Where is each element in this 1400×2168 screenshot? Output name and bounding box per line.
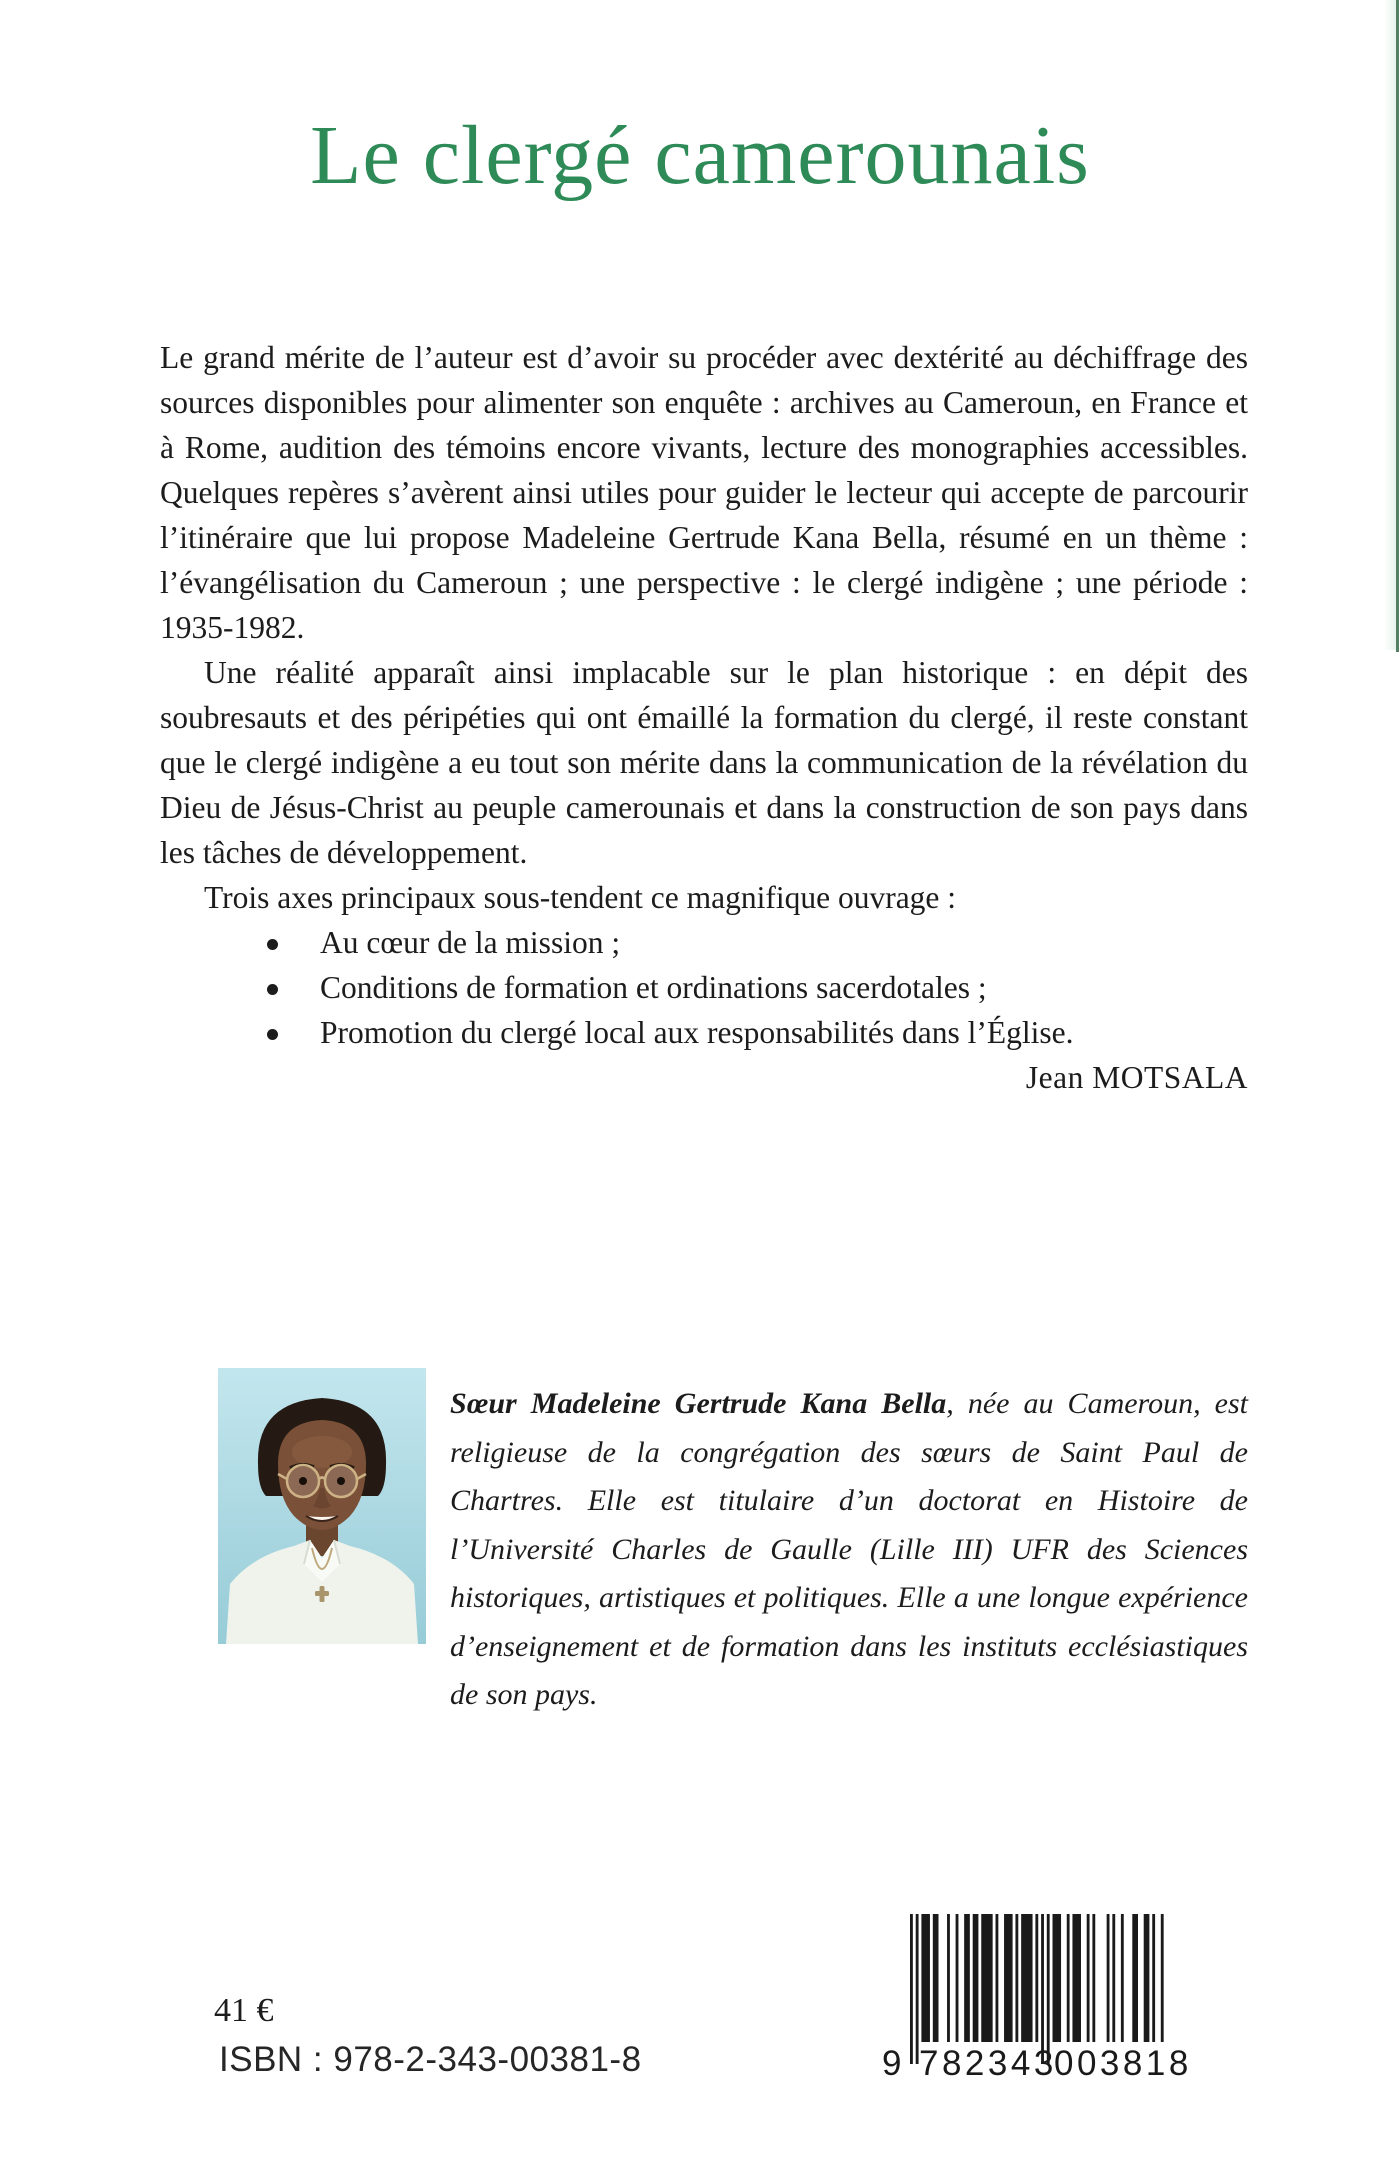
barcode-digit-first: 9	[882, 2044, 902, 2083]
blurb-paragraph-2: Une réalité apparaît ainsi implacable sur le plan historique : en dépit des soubresauts et des péripéties qui ont émaillé la formation du clergé, il reste constant que le clergé indigène a eu tout son mérite dans la communication de la révélation du Dieu de Jésus-Christ au peuple camerounais et dans la construction de son pays dans les tâches de développement.	[160, 655, 1248, 871]
list-item: Conditions de formation et ordinations sacerdotales ;	[265, 965, 1248, 1010]
scan-edge-line	[1396, 0, 1399, 652]
barcode-digits-left: 782343	[919, 2044, 1057, 2083]
book-title: Le clergé camerounais	[310, 109, 1090, 202]
list-item: Promotion du clergé local aux responsabilités dans l’Église.	[265, 1010, 1248, 1055]
blurb-paragraph-3: Trois axes principaux sous-tendent ce magnifique ouvrage :	[204, 880, 957, 916]
author-portrait-illustration	[218, 1368, 426, 1644]
author-bio	[450, 1380, 1248, 1720]
back-cover-blurb	[160, 335, 1248, 1100]
ean13-barcode	[882, 1914, 1192, 2083]
author-photo	[218, 1368, 426, 1644]
reviewer-signature: Jean MOTSALA	[1025, 1060, 1248, 1096]
list-item: Au cœur de la mission ;	[265, 920, 1248, 965]
author-name: Sœur Madeleine Gertrude Kana Bella	[450, 1387, 947, 1420]
author-bio-text: , née au Cameroun, est religieuse de la congrégation des sœurs de Saint Paul de Chartres. Elle est titulaire d’un doctorat en Histoire de l’Université Charles de Gaulle (Lille III) UFR des Sciences historiques, artistiques et politiques. Elle a une longue expérience d’enseignement et de formation dans les instituts ecclésiastiques de son pays.	[450, 1387, 1248, 1711]
blurb-paragraph-1: Le grand mérite de l’auteur est d’avoir su procéder avec dextérité au déchiffrage des sources disponibles pour alimenter son enquête : archives au Cameroun, en France et à Rome, audition des témoins encore vivants, lecture des monographies accessibles. Quelques repères s’avèrent ainsi utiles pour guider le lecteur qui accepte de parcourir l’itinéraire que lui propose Madeleine Gertrude Kana Bella, résumé en un thème : l’évangélisation du Cameroun ; une perspective : le clergé indigène ; une période : 1935-1982.	[160, 340, 1248, 646]
author-section	[218, 1368, 1248, 1720]
price-label: 41 €	[214, 1992, 274, 2029]
isbn-label: ISBN : 978-2-343-00381-8	[219, 2040, 642, 2079]
blurb-bullet-list	[160, 920, 1248, 1055]
barcode-digits-right: 003818	[1054, 2044, 1192, 2083]
